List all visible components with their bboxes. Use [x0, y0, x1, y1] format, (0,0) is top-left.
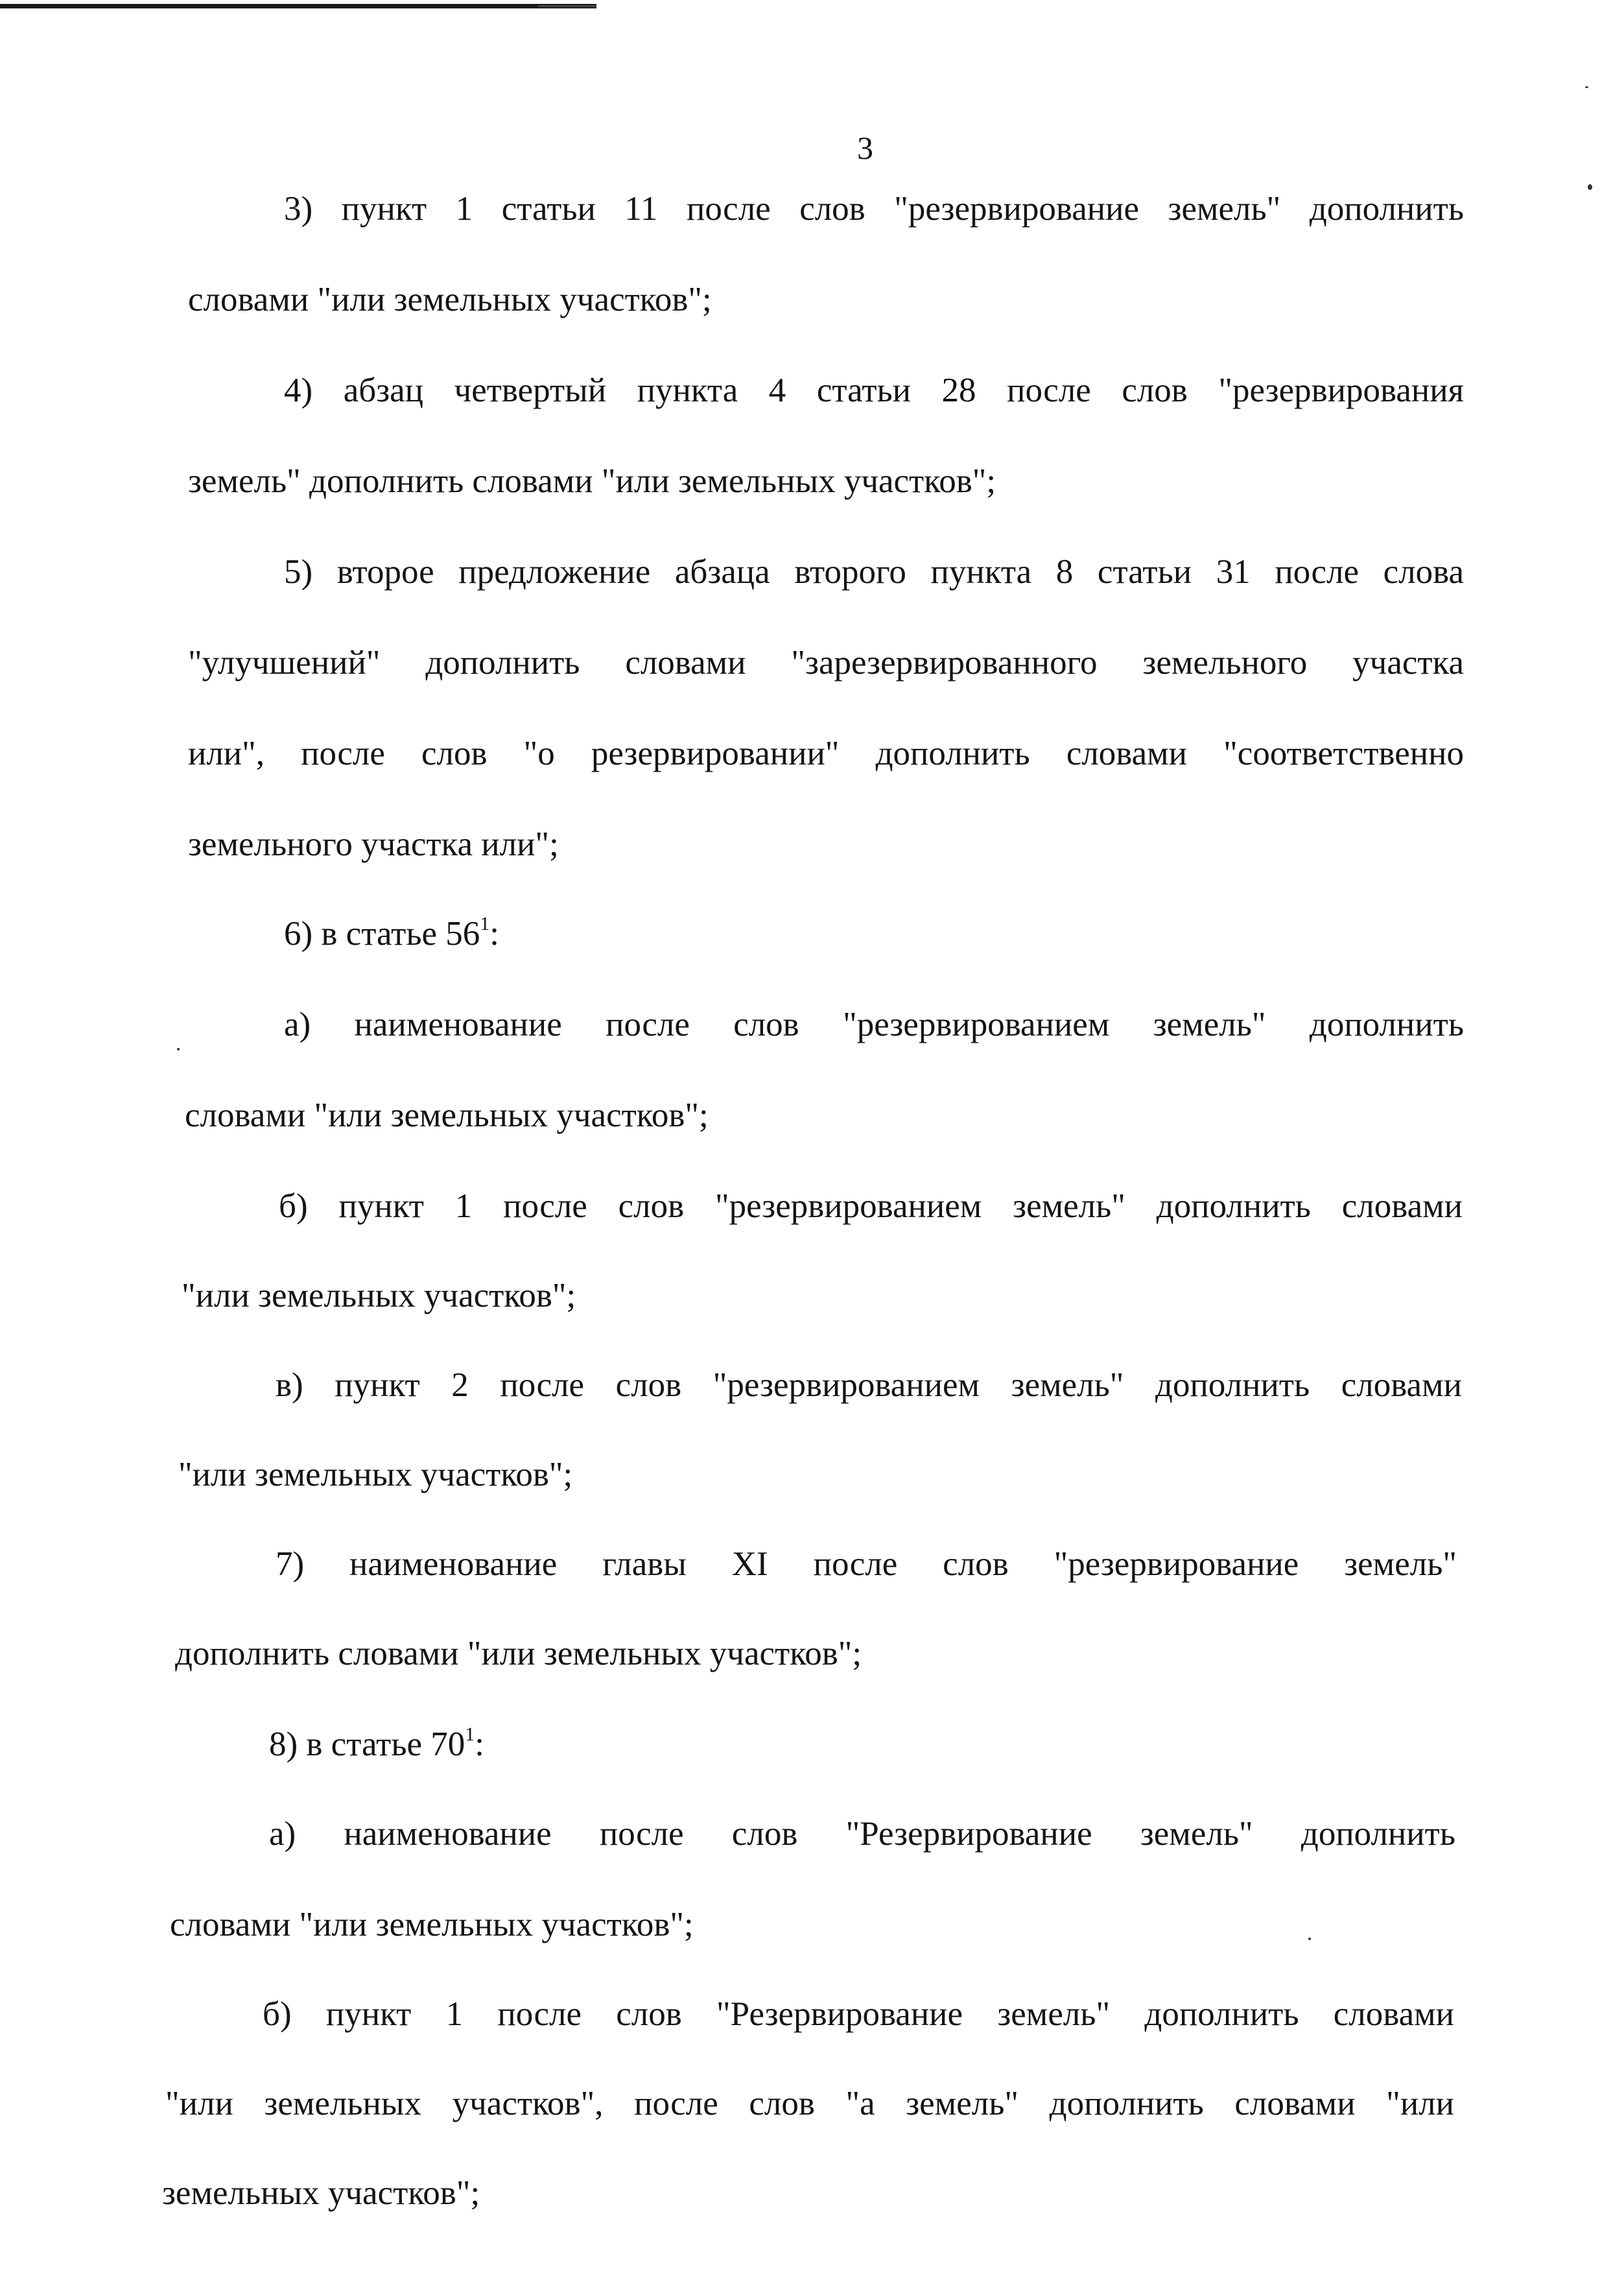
top-rule-tail [538, 5, 596, 7]
item-6c-line-2: "или земельных участков"; [178, 1456, 573, 1493]
item-6b-line-1: б) пункт 1 после слов "резервированием земель" дополнить словами [279, 1187, 1463, 1225]
item-8b-line-1: б) пункт 1 после слов "Резервирование земель" дополнить словами [263, 1995, 1454, 2033]
item-6c-line-1: в) пункт 2 после слов "резервированием земель" дополнить словами [276, 1366, 1462, 1404]
item-6a-line-1: a) наименование после слов "резервированием земель" дополнить [284, 1006, 1464, 1043]
item-6-prefix: 6) в статье 56 [284, 915, 480, 953]
item-6-suffix: : [489, 915, 499, 953]
scan-speck [1308, 1938, 1311, 1940]
item-8-suffix: : [475, 1726, 484, 1763]
item-8a-line-1: а) наименование после слов "Резервирование земель" дополнить [269, 1815, 1455, 1853]
item-6a-line-2: словами "или земельных участков"; [185, 1097, 709, 1134]
scan-speck [1588, 184, 1592, 190]
item-5-line-3: или", после слов "о резервировании" дополнить словами "соответственно [188, 735, 1464, 772]
item-8-prefix: 8) в статье 70 [269, 1726, 465, 1763]
scan-speck [177, 1048, 180, 1050]
item-4-line-1: 4) абзац четвертый пункта 4 статьи 28 после слов "резервирования [284, 372, 1464, 409]
item-8-heading [269, 1724, 484, 1765]
item-6-heading [284, 913, 499, 955]
item-7-line-2: дополнить словами "или земельных участков"; [175, 1635, 862, 1672]
item-8a-line-2: словами "или земельных участков"; [170, 1906, 694, 1943]
item-5-line-4: земельного участка или"; [188, 825, 559, 863]
item-5-line-2: "улучшений" дополнить словами "зарезервированного земельного участка [188, 644, 1464, 682]
page-number: 3 [857, 130, 873, 166]
item-6-superscript: 1 [480, 913, 490, 935]
item-3-line-1: 3) пункт 1 статьи 11 после слов "резервирование земель" дополнить [284, 190, 1464, 228]
top-rule [0, 4, 596, 8]
item-8b-line-2: "или земельных участков", после слов "а земель" дополнить словами "или [165, 2085, 1454, 2122]
item-7-line-1: 7) наименование главы XI после слов "резервирование земель" [276, 1545, 1457, 1583]
scan-speck [1585, 86, 1588, 88]
item-6b-line-2: "или земельных участков"; [182, 1277, 576, 1314]
item-5-line-1: 5) второе предложение абзаца второго пункта 8 статьи 31 после слова [284, 553, 1464, 591]
item-8b-line-3: земельных участков"; [162, 2174, 480, 2212]
item-8-superscript: 1 [465, 1724, 475, 1746]
item-3-line-2: словами "или земельных участков"; [188, 281, 712, 318]
item-4-line-2: земель" дополнить словами "или земельных участков"; [188, 462, 996, 500]
